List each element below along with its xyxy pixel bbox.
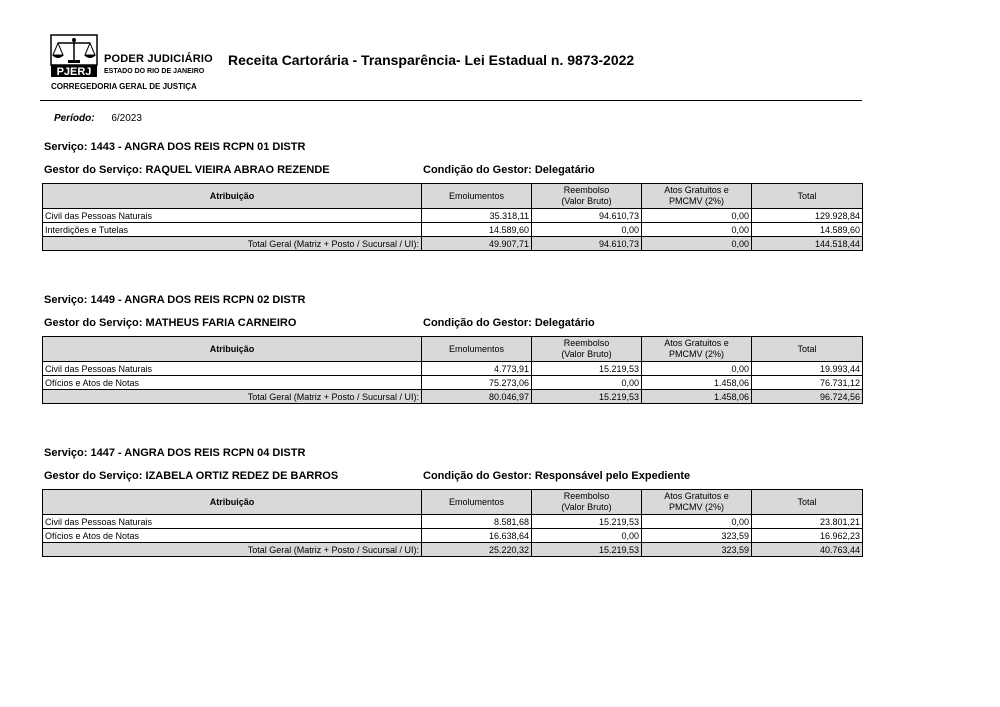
revenue-table <box>42 336 863 404</box>
cell-atribuicao: Civil das Pessoas Naturais <box>43 209 422 223</box>
service-manager: Gestor do Serviço: MATHEUS FARIA CARNEIRO <box>44 317 297 329</box>
cell-reembolso: 15.219,53 <box>532 515 642 529</box>
manager-condition: Condição do Gestor: Delegatário <box>423 164 595 176</box>
document-title: Receita Cartorária - Transparência- Lei Estadual n. 9873-2022 <box>228 52 635 68</box>
header-reembolso-line2: (Valor Bruto) <box>561 502 612 512</box>
cell-reembolso: 0,00 <box>532 529 642 543</box>
total-reembolso: 15.219,53 <box>532 390 642 404</box>
header-atos-line2: PMCMV (2%) <box>668 196 724 206</box>
manager-condition: Condição do Gestor: Delegatário <box>423 317 595 329</box>
cell-total: 23.801,21 <box>752 515 863 529</box>
cell-atos: 323,59 <box>642 529 752 543</box>
cell-atribuicao: Civil das Pessoas Naturais <box>43 515 422 529</box>
cell-atribuicao: Ofícios e Atos de Notas <box>43 376 422 390</box>
org-subtitle: ESTADO DO RIO DE JANEIRO <box>104 68 205 75</box>
header-atos-line2: PMCMV (2%) <box>668 349 724 359</box>
table-row <box>43 223 863 237</box>
logo-text: PJERJ <box>56 66 92 78</box>
header-total: Total <box>752 184 863 209</box>
header-reembolso-line1: Reembolso <box>563 185 610 195</box>
table-row <box>43 529 863 543</box>
revenue-table <box>42 183 863 251</box>
org-name: PODER JUDICIÁRIO <box>104 53 213 65</box>
header-atos-line1: Atos Gratuitos e <box>664 338 729 348</box>
table-header-row <box>43 337 863 362</box>
cell-atos: 0,00 <box>642 209 752 223</box>
header-divider <box>40 100 862 101</box>
manager-condition: Condição do Gestor: Responsável pelo Expediente <box>423 470 691 482</box>
cell-emolumentos: 35.318,11 <box>422 209 532 223</box>
total-atos: 0,00 <box>642 237 752 251</box>
cell-total: 16.962,23 <box>752 529 863 543</box>
table-header-row <box>43 184 863 209</box>
header-total: Total <box>752 490 863 515</box>
header-atos-gratuitos <box>642 490 752 515</box>
header-reembolso <box>532 337 642 362</box>
header-atribuicao: Atribuição <box>43 490 422 515</box>
service-title: Serviço: 1443 - ANGRA DOS REIS RCPN 01 DISTR <box>44 141 306 153</box>
total-emolumentos: 49.907,71 <box>422 237 532 251</box>
service-manager: Gestor do Serviço: RAQUEL VIEIRA ABRAO REZENDE <box>44 164 330 176</box>
header-reembolso <box>532 490 642 515</box>
header-emolumentos: Emolumentos <box>422 490 532 515</box>
total-emolumentos: 25.220,32 <box>422 543 532 557</box>
cell-emolumentos: 16.638,64 <box>422 529 532 543</box>
table-row <box>43 376 863 390</box>
period-label: Período: <box>54 113 95 124</box>
table-row <box>43 209 863 223</box>
header-atribuicao: Atribuição <box>43 337 422 362</box>
scales-of-justice-logo-icon <box>50 34 98 78</box>
service-title: Serviço: 1447 - ANGRA DOS REIS RCPN 04 DISTR <box>44 447 306 459</box>
table-row <box>43 362 863 376</box>
header-reembolso-line1: Reembolso <box>563 491 610 501</box>
total-label: Total Geral (Matriz + Posto / Sucursal / UI): <box>43 237 422 251</box>
cell-emolumentos: 8.581,68 <box>422 515 532 529</box>
period <box>54 113 142 124</box>
cell-reembolso: 0,00 <box>532 376 642 390</box>
cell-reembolso: 0,00 <box>532 223 642 237</box>
cell-reembolso: 94.610,73 <box>532 209 642 223</box>
header-reembolso-line2: (Valor Bruto) <box>561 196 612 206</box>
cell-emolumentos: 14.589,60 <box>422 223 532 237</box>
cell-atos: 0,00 <box>642 362 752 376</box>
cell-emolumentos: 75.273,06 <box>422 376 532 390</box>
table-total-row <box>43 390 863 404</box>
header-emolumentos: Emolumentos <box>422 184 532 209</box>
cell-reembolso: 15.219,53 <box>532 362 642 376</box>
header-total: Total <box>752 337 863 362</box>
total-atos: 323,59 <box>642 543 752 557</box>
header-atos-line2: PMCMV (2%) <box>668 502 724 512</box>
header-emolumentos: Emolumentos <box>422 337 532 362</box>
cell-atribuicao: Interdições e Tutelas <box>43 223 422 237</box>
total-emolumentos: 80.046,97 <box>422 390 532 404</box>
table-row <box>43 515 863 529</box>
header-reembolso-line2: (Valor Bruto) <box>561 349 612 359</box>
service-title: Serviço: 1449 - ANGRA DOS REIS RCPN 02 DISTR <box>44 294 306 306</box>
cell-atos: 0,00 <box>642 515 752 529</box>
cell-atribuicao: Ofícios e Atos de Notas <box>43 529 422 543</box>
cell-total: 14.589,60 <box>752 223 863 237</box>
period-value: 6/2023 <box>111 113 142 124</box>
service-manager: Gestor do Serviço: IZABELA ORTIZ REDEZ DE BARROS <box>44 470 339 482</box>
total-atos: 1.458,06 <box>642 390 752 404</box>
total-total: 144.518,44 <box>752 237 863 251</box>
cell-total: 19.993,44 <box>752 362 863 376</box>
cell-atribuicao: Civil das Pessoas Naturais <box>43 362 422 376</box>
table-header-row <box>43 490 863 515</box>
org-department: CORREGEDORIA GERAL DE JUSTIÇA <box>51 82 197 91</box>
cell-emolumentos: 4.773,91 <box>422 362 532 376</box>
total-label: Total Geral (Matriz + Posto / Sucursal / UI): <box>43 543 422 557</box>
document-header <box>50 34 862 102</box>
header-atos-gratuitos <box>642 184 752 209</box>
revenue-table <box>42 489 863 557</box>
header-atos-gratuitos <box>642 337 752 362</box>
total-label: Total Geral (Matriz + Posto / Sucursal / UI): <box>43 390 422 404</box>
table-total-row <box>43 543 863 557</box>
total-reembolso: 15.219,53 <box>532 543 642 557</box>
cell-atos: 0,00 <box>642 223 752 237</box>
total-reembolso: 94.610,73 <box>532 237 642 251</box>
total-total: 96.724,56 <box>752 390 863 404</box>
header-reembolso <box>532 184 642 209</box>
table-total-row <box>43 237 863 251</box>
cell-atos: 1.458,06 <box>642 376 752 390</box>
total-total: 40.763,44 <box>752 543 863 557</box>
header-reembolso-line1: Reembolso <box>563 338 610 348</box>
cell-total: 76.731,12 <box>752 376 863 390</box>
header-atribuicao: Atribuição <box>43 184 422 209</box>
cell-total: 129.928,84 <box>752 209 863 223</box>
header-atos-line1: Atos Gratuitos e <box>664 491 729 501</box>
header-atos-line1: Atos Gratuitos e <box>664 185 729 195</box>
